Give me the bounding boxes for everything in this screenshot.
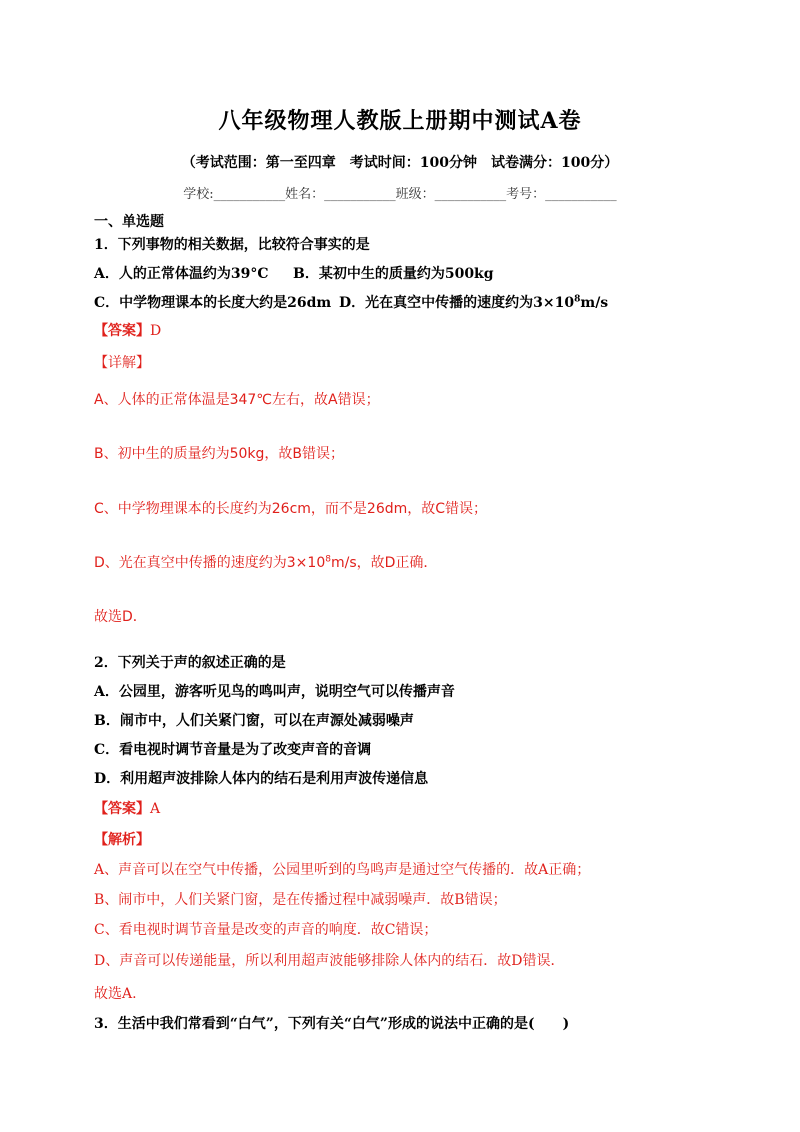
q1-conclusion: 故选D．	[94, 609, 147, 625]
q3-stem: 3．生活中我们常看到“白气”，下列有关“白气”形成的说法中正确的是( )	[94, 1016, 570, 1032]
section-heading: 一、单选题	[94, 214, 164, 230]
q2-explain-b: B、闹市中，人们关紧门窗，是在传播过程中减弱噪声．故B错误；	[94, 892, 507, 908]
q2-option-b: B．闹市中，人们关紧门窗，可以在声源处减弱噪声	[94, 713, 414, 729]
q2-explain-d: D、声音可以传递能量，所以利用超声波能够排除人体内的结石．故D错误．	[94, 953, 565, 969]
student-info-fields: 学校:___________姓名：___________班级：___________考号：___________	[183, 187, 617, 202]
exam-title: 八年级物理人教版上册期中测试A卷	[218, 108, 582, 134]
q2-option-a: A．公园里，游客听见鸟的鸣叫声，说明空气可以传播声音	[94, 684, 455, 700]
q1-explain-b: B、初中生的质量约为50kg，故B错误；	[94, 446, 345, 462]
q2-answer: 【答案】A	[94, 801, 161, 817]
q2-analysis-label: 【解析】	[94, 832, 150, 848]
q1-option-b: B．某初中生的质量约为500kg	[293, 266, 494, 282]
q1-explain-d: D、光在真空中传播的速度约为$3\times 10^8m/s$，故D正确．	[94, 554, 438, 571]
q2-option-d: D．利用超声波排除人体内的结石是利用声波传递信息	[94, 771, 429, 787]
q1-option-d: D．光在真空中传播的速度约为$3\times 10^8m/s$	[339, 294, 609, 311]
q2-stem: 2．下列关于声的叙述正确的是	[94, 655, 286, 671]
q2-conclusion: 故选A.	[94, 986, 137, 1002]
q2-explain-c: C、看电视时调节音量是改变的声音的响度．故C错误；	[94, 922, 438, 938]
q1-stem: 1．下列事物的相关数据，比较符合事实的是	[94, 237, 370, 253]
q2-option-c: C．看电视时调节音量是为了改变声音的音调	[94, 742, 372, 758]
exam-scope: （考试范围：第一至四章 考试时间：100分钟 试卷满分：100分）	[181, 155, 619, 171]
q1-explain-c: C、中学物理课本的长度约为26cm，而不是26dm，故C错误；	[94, 501, 488, 517]
q2-explain-a: A、声音可以在空气中传播，公园里听到的鸟鸣声是通过空气传播的．故A正确；	[94, 862, 591, 878]
q1-detail-label: 【详解】	[94, 355, 150, 371]
q1-explain-a: A、人体的正常体温是347℃左右，故A错误；	[94, 392, 380, 408]
q1-option-c: C．中学物理课本的长度大约是26dm	[94, 295, 332, 311]
q1-answer: 【答案】D	[94, 323, 162, 339]
q1-option-a: A．人的正常体温约为39°C	[94, 266, 269, 282]
